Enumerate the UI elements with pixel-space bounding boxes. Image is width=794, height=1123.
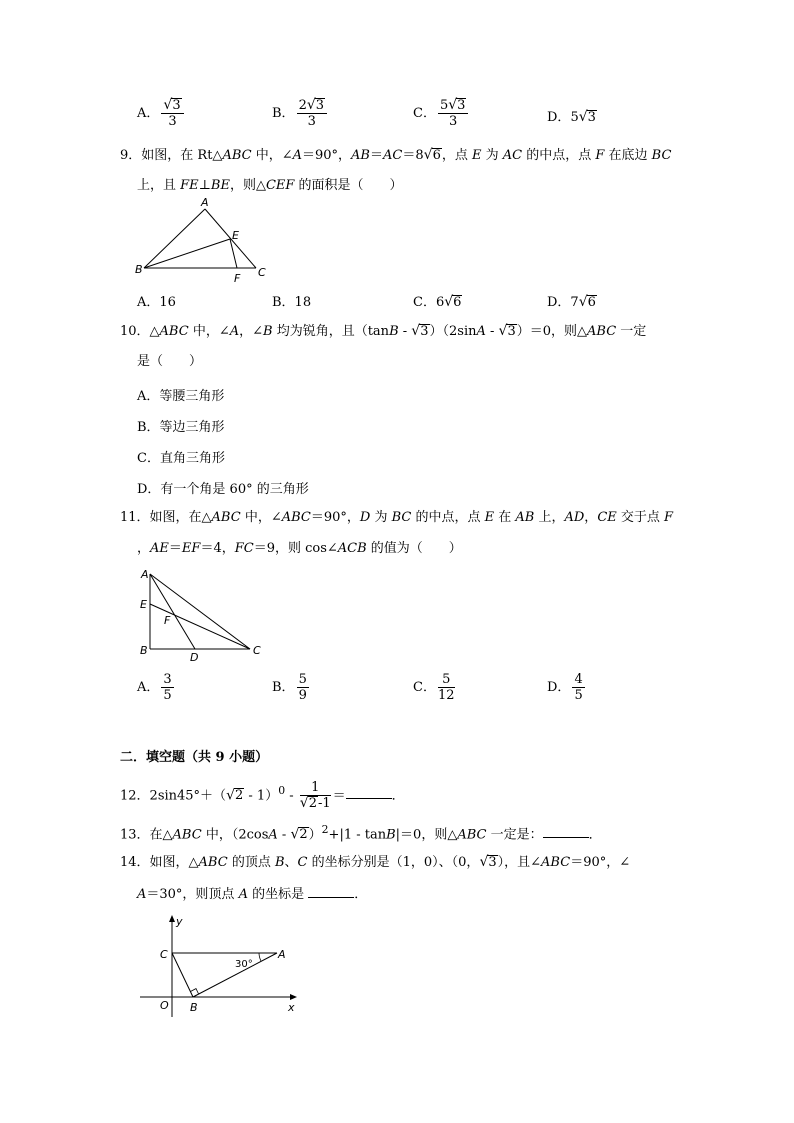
q11-label-e: E xyxy=(140,598,147,611)
q11-label-b: B xyxy=(140,644,148,657)
q14-label-b: B xyxy=(190,1001,198,1014)
q12-stem: 12．2sin45°＋（√2 - 1）$^0$ - $\frac{1}{√2-1}$ ＝ ． xyxy=(120,780,405,812)
q8-option-d: D．5√3 xyxy=(547,109,596,125)
q11-figure xyxy=(135,564,270,664)
q11-label-c: C xyxy=(253,644,261,657)
q8-option-b: B． $\frac{2√3}{3}$ xyxy=(272,98,329,129)
q9-label-e: E xyxy=(232,229,239,242)
q11-option-a: A． $\frac{3}{5}$ xyxy=(137,672,172,703)
q9-label-c: C xyxy=(258,266,266,279)
q9-figure xyxy=(130,196,280,288)
q9-label-a: A xyxy=(201,196,209,209)
q11-option-b: B． $\frac{5}{9}$ xyxy=(272,672,307,703)
q14-stem-line2: A＝30°，则顶点 A 的坐标是 ． xyxy=(137,887,368,902)
q9-option-a: A．16 xyxy=(137,295,176,310)
q14-label-x: x xyxy=(288,1001,295,1014)
section-title: 二．填空题（共 9 小题） xyxy=(120,750,269,765)
q11-option-d: D． $\frac{4}{5}$ xyxy=(547,672,583,703)
q10-option-b: B．等边三角形 xyxy=(137,420,225,435)
q14-label-o: O xyxy=(160,999,169,1012)
q10-option-d: D．有一个角是 60° 的三角形 xyxy=(137,482,309,497)
q11-label-d: D xyxy=(190,651,199,664)
q10-stem-line2: 是（ ） xyxy=(137,354,203,369)
q12-answer-blank xyxy=(346,786,392,799)
q11-stem-line2: ，AE＝EF＝4，FC＝9，则 cos∠ACB 的值为（ ） xyxy=(137,541,462,556)
q10-stem-line1: 10．△ABC 中，∠A，∠B 均为锐角，且（tanB - √3）（2sinA - √3）＝0，则△ABC 一定 xyxy=(120,323,647,339)
q9-label-b: B xyxy=(135,263,143,276)
q14-label-angle: 30° xyxy=(235,959,253,970)
q8-option-c: C． $\frac{5√3}{3}$ xyxy=(413,98,470,129)
q9-stem-line1: 9．如图，在 Rt△ABC 中，∠A＝90°，AB＝AC＝8√6，点 E 为 AC 的中点，点 F 在底边 BC xyxy=(120,147,672,163)
q14-answer-blank xyxy=(308,885,354,898)
q11-label-a: A xyxy=(141,568,149,581)
q14-label-a: A xyxy=(278,948,286,961)
q11-option-c: C． $\frac{5}{12}$ xyxy=(413,672,455,703)
q14-label-y: y xyxy=(176,915,183,928)
q11-label-f: F xyxy=(164,614,171,627)
q11-stem-line1: 11．如图，在△ABC 中，∠ABC＝90°，D 为 BC 的中点，点 E 在 AB 上，AD，CE 交于点 F xyxy=(120,510,674,525)
q13-answer-blank xyxy=(543,825,589,838)
q10-option-a: A．等腰三角形 xyxy=(137,389,225,404)
q9-option-d: D．7√6 xyxy=(547,294,596,310)
q8-option-a: A． $\frac{√3}{3}$ xyxy=(137,98,186,129)
q9-option-b: B．18 xyxy=(272,295,312,310)
q14-label-c: C xyxy=(160,948,168,961)
q9-stem-line2: 上，且 FE⊥BE，则△CEF 的面积是（ ） xyxy=(137,178,403,193)
q13-stem: 13．在△ABC 中，（2cosA - √2）$^2$+|1 - tanB|＝0，则△ABC 一定是： ． xyxy=(120,823,602,843)
q14-figure xyxy=(135,912,305,1022)
q9-label-f: F xyxy=(234,272,241,285)
q9-option-c: C．6√6 xyxy=(413,294,462,310)
q10-option-c: C．直角三角形 xyxy=(137,451,225,466)
q14-stem-line1: 14．如图，△ABC 的顶点 B、C 的坐标分别是（1，0）、（0，√3），且∠ABC＝90°，∠ xyxy=(120,854,631,870)
